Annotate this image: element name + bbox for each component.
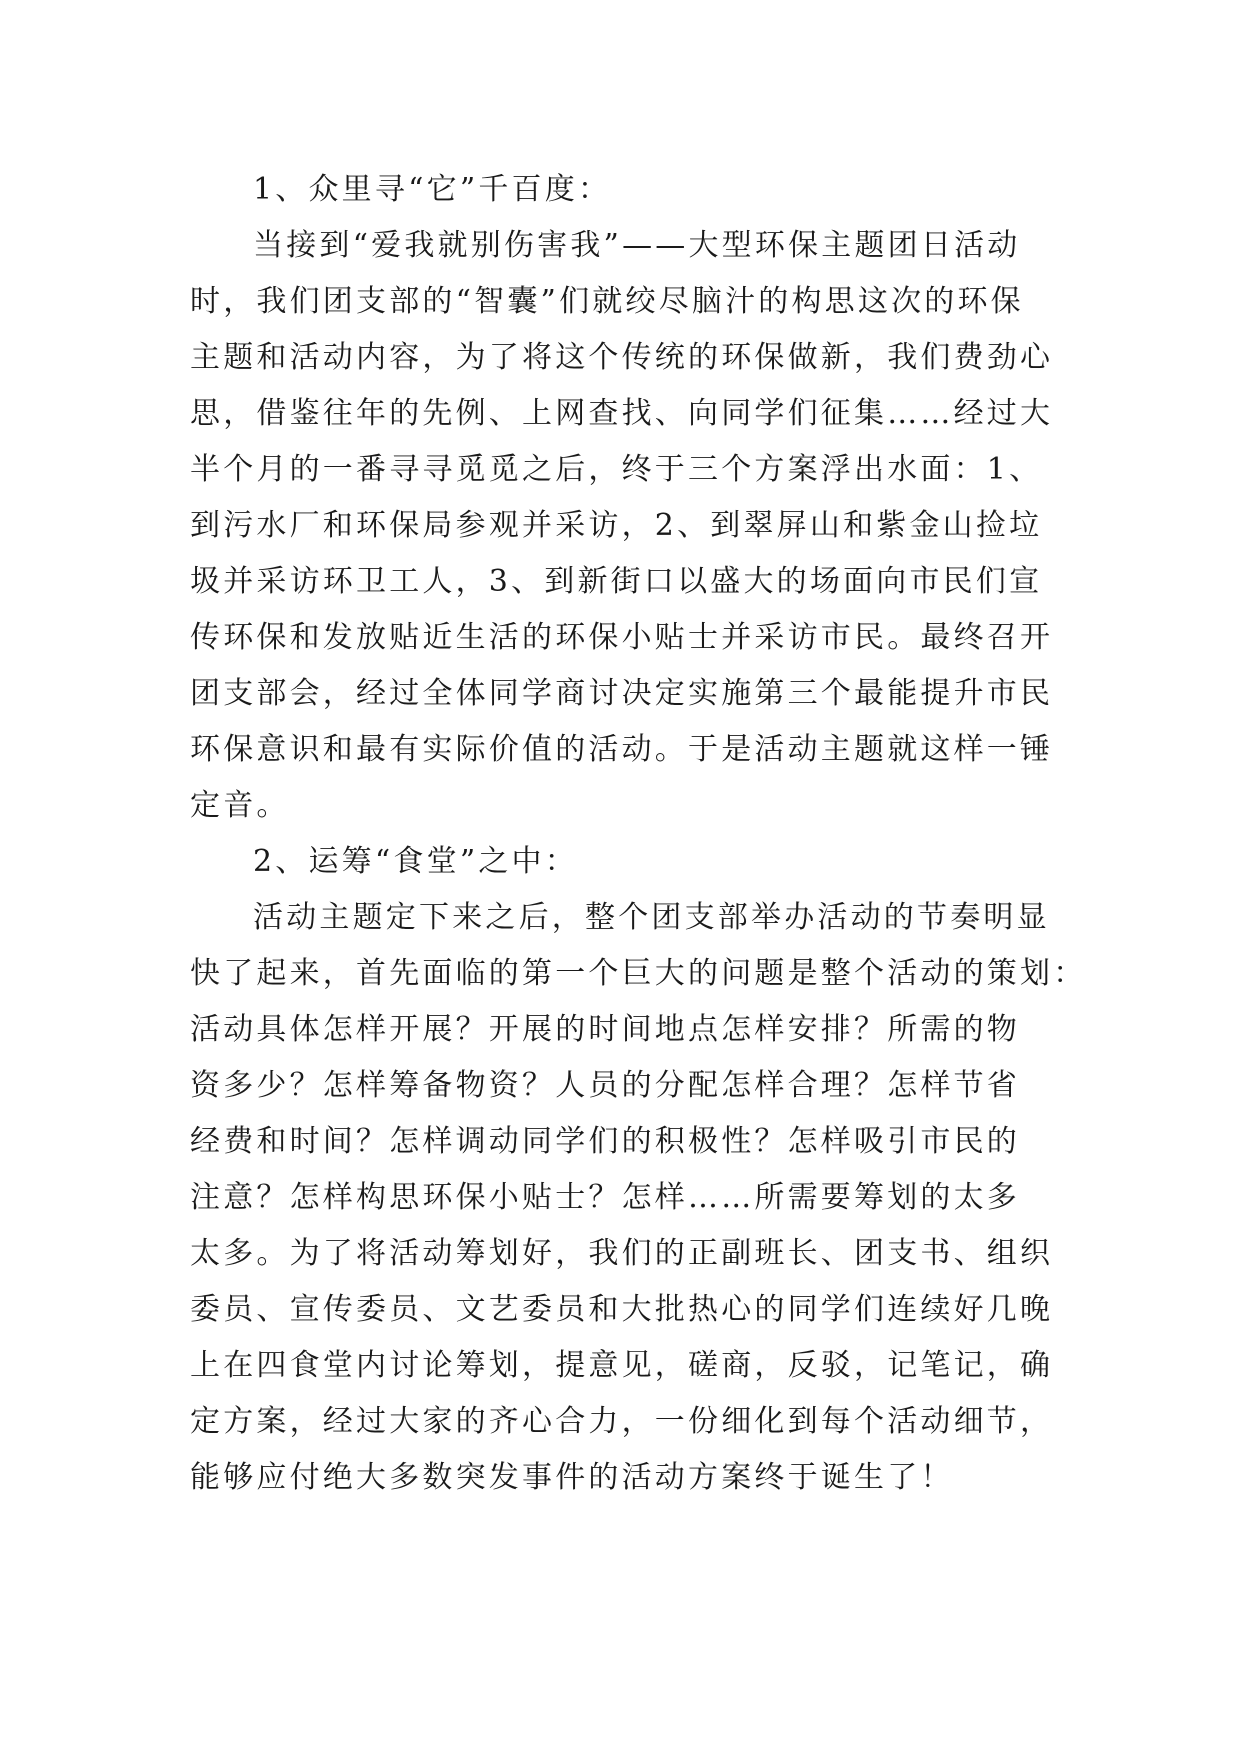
paragraph-line: 活动主题定下来之后，整个团支部举办活动的节奏明显 [253,900,1050,935]
paragraph-line: 圾并采访环卫工人，3、到新街口以盛大的场面向市民们宣 [190,564,1043,599]
paragraph-line: 资多少？怎样筹备物资？人员的分配怎样合理？怎样节省 [190,1068,1020,1103]
section-heading-1: 1、众里寻“它”千百度： [253,172,612,207]
paragraph-line: 团支部会，经过全体同学商讨决定实施第三个最能提升市民 [190,676,1054,711]
paragraph-line: 思，借鉴往年的先例、上网查找、向同学们征集……经过大 [190,396,1054,431]
paragraph-line: 经费和时间？怎样调动同学们的积极性？怎样吸引市民的 [190,1124,1020,1159]
paragraph-line: 太多。为了将活动筹划好，我们的正副班长、团支书、组织 [190,1236,1054,1271]
paragraph-line: 传环保和发放贴近生活的环保小贴士并采访市民。最终召开 [190,620,1054,655]
paragraph-line: 主题和活动内容，为了将这个传统的环保做新，我们费劲心 [190,340,1054,375]
paragraph-line: 上在四食堂内讨论筹划，提意见，磋商，反驳，记笔记，确 [190,1348,1054,1383]
paragraph-line: 时，我们团支部的“智囊”们就绞尽脑汁的构思这次的环保 [190,284,1024,319]
paragraph-line: 委员、宣传委员、文艺委员和大批热心的同学们连续好几晚 [190,1292,1054,1327]
paragraph-line: 到污水厂和环保局参观并采访，2、到翠屏山和紫金山捡垃 [190,508,1043,543]
paragraph-line: 当接到“爱我就别伤害我”——大型环保主题团日活动 [253,228,1021,263]
paragraph-line: 快了起来，首先面临的第一个巨大的问题是整个活动的策划： [190,956,1087,991]
paragraph-line: 定音。 [190,788,290,823]
paragraph-line: 半个月的一番寻寻觅觅之后，终于三个方案浮出水面：1、 [190,452,1043,487]
paragraph-line: 活动具体怎样开展？开展的时间地点怎样安排？所需的物 [190,1012,1020,1047]
paragraph-line: 注意？怎样构思环保小贴士？怎样……所需要筹划的太多 [190,1180,1020,1215]
paragraph-line: 定方案，经过大家的齐心合力，一份细化到每个活动细节， [190,1404,1054,1439]
paragraph-line: 环保意识和最有实际价值的活动。于是活动主题就这样一锤 [190,732,1054,767]
paragraph-line: 能够应付绝大多数突发事件的活动方案终于诞生了！ [190,1460,954,1495]
section-heading-2: 2、运筹“食堂”之中： [253,844,578,879]
